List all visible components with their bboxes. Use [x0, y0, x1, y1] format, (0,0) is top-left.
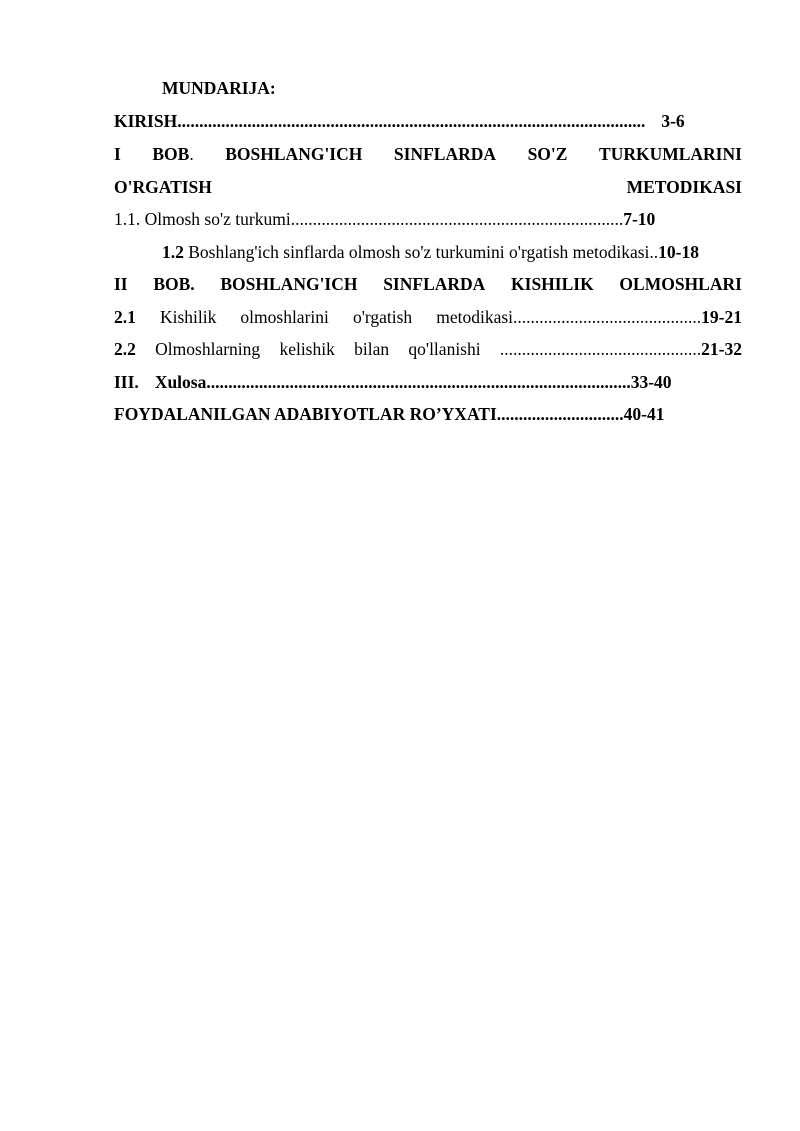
toc-entry-bob1-cont	[114, 176, 742, 198]
entry-number: 2.2	[114, 339, 136, 359]
toc-entry-kirish	[114, 110, 685, 132]
page-range: 10-18	[658, 242, 699, 262]
toc-entry-bob1	[114, 143, 742, 165]
word: II	[114, 274, 128, 294]
entry-label: Xulosa	[154, 372, 207, 392]
word: Kishilik	[159, 307, 217, 327]
toc-entry-1-1	[114, 208, 655, 230]
word	[500, 338, 742, 360]
word: qo'llanishi	[408, 339, 481, 359]
word: KISHILIK	[511, 274, 594, 294]
word: olmoshlarini	[240, 307, 329, 327]
entry-label: KIRISH	[114, 111, 178, 131]
leader-dots: ............................................................................	[290, 209, 624, 229]
word: OLMOSHLARI	[619, 274, 742, 294]
leader-dots: .............................	[496, 404, 624, 424]
word: BOSHLANG'ICH	[225, 144, 363, 164]
page-range: 3-6	[661, 111, 685, 131]
word: BOB.	[153, 274, 195, 294]
word: TURKUMLARINI	[599, 144, 742, 164]
word: SO'Z	[527, 144, 568, 164]
leader-dots: ..............................................	[499, 339, 702, 359]
entry-label: FOYDALANILGAN ADABIYOTLAR RO’YXATI	[114, 404, 497, 424]
toc-entry-2-1	[114, 306, 742, 328]
word: BOB.	[152, 144, 194, 164]
word: O'RGATISH	[114, 177, 212, 197]
word: kelishik	[279, 339, 335, 359]
leader-dots: ..	[649, 242, 659, 262]
leader-dots: .................................................................................................	[206, 372, 631, 392]
toc-entry-1-2	[162, 241, 699, 263]
word: SINFLARDA	[383, 274, 486, 294]
word: I	[114, 144, 121, 164]
word: METODIKASI	[626, 177, 742, 197]
toc-entry-bob2	[114, 273, 742, 295]
leader-dots: ...........................................................................................................	[177, 111, 646, 131]
entry-number: 1.2	[162, 242, 184, 262]
entry-label: 1.1. Olmosh so'z turkumi	[114, 209, 291, 229]
toc-entry-2-2	[114, 338, 742, 360]
page-range: 40-41	[623, 404, 665, 424]
entry-label: Boshlang'ich sinflarda olmosh so'z turkumini o'rgatish metodikasi	[183, 242, 650, 262]
word: BOSHLANG'ICH	[220, 274, 358, 294]
toc-entry-adabiyotlar	[114, 403, 664, 425]
entry-number: 2.1	[114, 307, 136, 327]
word: SINFLARDA	[393, 144, 497, 164]
toc-title: MUNDARIJA:	[162, 78, 276, 98]
page-range: 21-32	[701, 339, 742, 359]
word: metodikasi...........................................19-21	[436, 307, 742, 327]
page-range: 33-40	[630, 372, 672, 392]
page-range: 7-10	[623, 209, 656, 229]
entry-number: III.	[114, 372, 139, 392]
word: bilan	[354, 339, 390, 359]
page-range: 19-21	[701, 307, 742, 327]
word: o'rgatish	[352, 307, 413, 327]
toc-entry-xulosa	[114, 371, 672, 393]
leader-dots: ...........................................	[513, 307, 702, 327]
word: Olmoshlarning	[155, 339, 261, 359]
